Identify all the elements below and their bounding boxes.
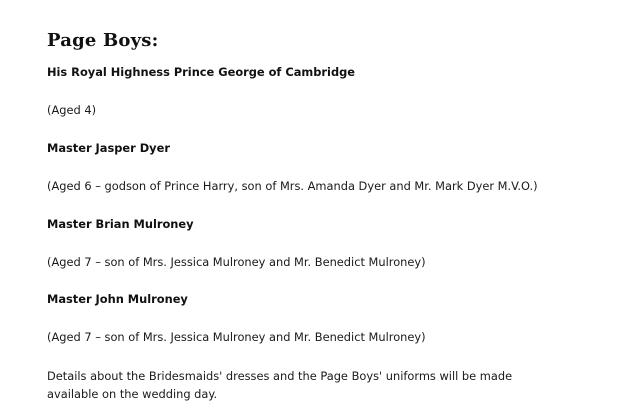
entry-name-john-mulroney: Master John Mulroney: [47, 292, 188, 306]
section-heading: Page Boys:: [47, 30, 159, 51]
entry-name-prince-george: His Royal Highness Prince George of Cambridge: [47, 65, 355, 79]
entry-detail-brian-mulroney: (Aged 7 – son of Mrs. Jessica Mulroney and Mr. Benedict Mulroney): [47, 255, 426, 269]
entry-name-jasper-dyer: Master Jasper Dyer: [47, 141, 170, 155]
entry-detail-john-mulroney: (Aged 7 – son of Mrs. Jessica Mulroney and Mr. Benedict Mulroney): [47, 330, 426, 344]
entry-detail-jasper-dyer: (Aged 6 – godson of Prince Harry, son of Mrs. Amanda Dyer and Mr. Mark Dyer M.V.O.): [47, 179, 538, 193]
entry-detail-prince-george: (Aged 4): [47, 103, 97, 117]
entry-name-brian-mulroney: Master Brian Mulroney: [47, 217, 194, 231]
uniforms-note: Details about the Bridesmaids' dresses and the Page Boys' uniforms will be made available on the wedding day.: [47, 369, 513, 401]
